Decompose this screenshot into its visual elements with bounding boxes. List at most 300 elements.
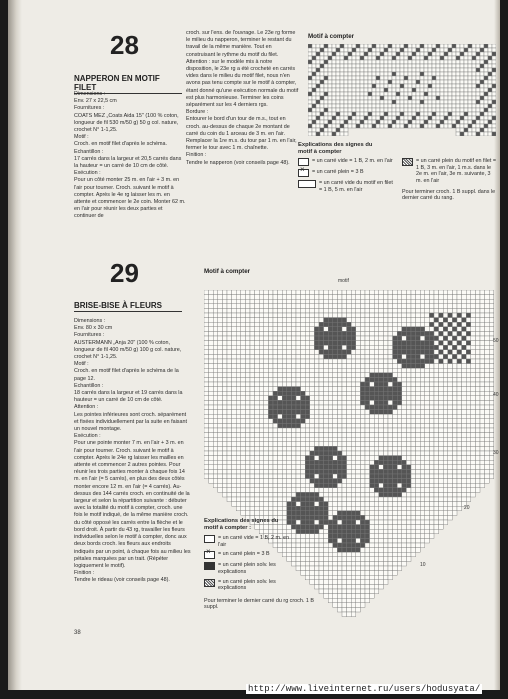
chart-cell xyxy=(416,479,421,484)
magazine-page xyxy=(8,0,500,690)
chart-cell xyxy=(452,313,457,318)
chart-cell xyxy=(342,318,347,323)
chart-cell xyxy=(342,603,347,608)
chart-cell xyxy=(259,433,264,438)
chart-cell xyxy=(250,414,255,419)
chart-cell xyxy=(204,405,209,410)
chart-cell xyxy=(278,373,283,378)
chart-cell xyxy=(372,44,376,48)
chart-cell xyxy=(333,515,338,520)
chart-cell xyxy=(356,479,361,484)
chart-cell xyxy=(460,64,464,68)
chart-cell xyxy=(324,548,329,553)
chart-cell xyxy=(344,76,348,80)
chart-cell xyxy=(475,469,480,474)
chart-cell xyxy=(388,116,392,120)
chart-cell xyxy=(204,396,209,401)
chart-cell xyxy=(484,72,488,76)
chart-cell xyxy=(319,304,324,309)
chart-cell xyxy=(324,88,328,92)
chart-cell xyxy=(236,299,241,304)
chart-cell xyxy=(324,108,328,112)
chart-cell xyxy=(404,56,408,60)
chart-cell xyxy=(380,80,384,84)
chart-cell xyxy=(356,520,361,525)
chart-cell xyxy=(448,313,453,318)
chart-cell xyxy=(296,442,301,447)
chart-cell xyxy=(402,515,407,520)
chart-cell xyxy=(476,64,480,68)
chart-cell xyxy=(213,336,218,341)
chart-cell xyxy=(452,336,457,341)
chart-cell xyxy=(434,492,439,497)
chart-cell xyxy=(374,465,379,470)
chart-cell xyxy=(222,299,227,304)
chart-cell xyxy=(468,64,472,68)
chart-cell xyxy=(273,423,278,428)
chart-cell xyxy=(305,557,310,562)
chart-cell xyxy=(342,548,347,553)
chart-cell xyxy=(305,327,310,332)
chart-cell xyxy=(291,345,296,350)
chart-cell xyxy=(393,327,398,332)
chart-cell xyxy=(379,405,384,410)
chart-cell xyxy=(384,104,388,108)
chart-cell xyxy=(356,112,360,116)
chart-cell xyxy=(310,290,315,295)
chart-cell xyxy=(476,92,480,96)
chart-cell xyxy=(250,506,255,511)
chart-cell xyxy=(308,108,312,112)
chart-cell xyxy=(287,456,292,461)
chart-cell xyxy=(278,350,283,355)
chart-cell xyxy=(337,373,342,378)
chart-cell xyxy=(412,52,416,56)
chart-cell xyxy=(314,575,319,580)
chart-cell xyxy=(351,322,356,327)
chart-cell xyxy=(222,479,227,484)
chart-cell xyxy=(245,336,250,341)
chart-cell xyxy=(241,492,246,497)
chart-cell xyxy=(475,442,480,447)
chart-cell xyxy=(227,419,232,424)
chart-cell xyxy=(448,48,452,52)
chart-cell xyxy=(301,548,306,553)
chart-cell xyxy=(291,529,296,534)
chart-cell xyxy=(397,391,402,396)
chart-cell xyxy=(379,354,384,359)
chart-cell xyxy=(388,364,393,369)
chart-cell xyxy=(336,92,340,96)
chart-cell xyxy=(383,364,388,369)
chart-cell xyxy=(273,373,278,378)
chart-cell xyxy=(232,341,237,346)
chart-cell xyxy=(268,414,273,419)
chart-cell xyxy=(439,474,444,479)
chart-cell xyxy=(320,68,324,72)
chart-cell xyxy=(434,382,439,387)
chart-cell xyxy=(291,561,296,566)
chart-cell xyxy=(337,405,342,410)
chart-cell xyxy=(204,350,209,355)
chart-cell xyxy=(255,410,260,415)
chart-cell xyxy=(488,76,492,80)
chart-cell xyxy=(282,354,287,359)
chart-cell xyxy=(332,84,336,88)
chart-cell xyxy=(241,350,246,355)
chart-cell xyxy=(444,100,448,104)
chart-cell xyxy=(236,327,241,332)
chart-cell xyxy=(436,88,440,92)
chart-cell xyxy=(347,584,352,589)
chart-cell xyxy=(319,552,324,557)
chart-cell xyxy=(314,364,319,369)
chart-cell xyxy=(344,60,348,64)
chart-cell xyxy=(411,368,416,373)
chart-cell xyxy=(351,529,356,534)
chart-cell xyxy=(475,396,480,401)
chart-cell xyxy=(434,354,439,359)
chart-cell xyxy=(416,423,421,428)
chart-cell xyxy=(396,48,400,52)
chart-cell xyxy=(475,295,480,300)
chart-cell xyxy=(416,396,421,401)
chart-cell xyxy=(462,290,467,295)
chart-cell xyxy=(236,400,241,405)
chart-cell xyxy=(342,598,347,603)
chart-cell xyxy=(439,322,444,327)
chart-cell xyxy=(464,96,468,100)
chart-cell xyxy=(489,377,494,382)
chart-cell xyxy=(241,373,246,378)
chart-cell xyxy=(245,345,250,350)
chart-cell xyxy=(475,368,480,373)
chart-cell xyxy=(273,442,278,447)
chart-cell xyxy=(218,456,223,461)
chart-cell xyxy=(236,437,241,442)
chart-cell xyxy=(406,308,411,313)
chart-cell xyxy=(383,479,388,484)
chart-cell xyxy=(400,108,404,112)
chart-cell xyxy=(402,295,407,300)
chart-cell xyxy=(287,405,292,410)
chart-cell xyxy=(312,80,316,84)
chart-cell xyxy=(241,488,246,493)
chart-cell xyxy=(310,405,315,410)
chart-cell xyxy=(365,308,370,313)
chart-cell xyxy=(424,120,428,124)
chart-cell xyxy=(308,128,312,132)
chart-cell xyxy=(374,299,379,304)
pattern-29-ending: Pour terminer le dernier carré du rg croch. 1 B suppl. xyxy=(204,597,314,611)
chart-cell xyxy=(368,112,372,116)
chart-cell xyxy=(476,48,480,52)
chart-cell xyxy=(376,92,380,96)
chart-cell xyxy=(241,318,246,323)
chart-cell xyxy=(420,92,424,96)
chart-cell xyxy=(324,304,329,309)
chart-cell xyxy=(227,354,232,359)
chart-cell xyxy=(291,451,296,456)
chart-cell xyxy=(425,318,430,323)
chart-cell xyxy=(468,104,472,108)
chart-cell xyxy=(383,428,388,433)
chart-cell xyxy=(333,373,338,378)
chart-cell xyxy=(406,364,411,369)
chart-cell xyxy=(452,64,456,68)
chart-cell xyxy=(383,534,388,539)
chart-cell xyxy=(310,410,315,415)
chart-cell xyxy=(476,116,480,120)
chart-cell xyxy=(333,308,338,313)
chart-cell xyxy=(425,428,430,433)
chart-cell xyxy=(356,377,361,382)
chart-cell xyxy=(397,396,402,401)
chart-cell xyxy=(489,350,494,355)
chart-cell xyxy=(374,419,379,424)
chart-cell xyxy=(406,497,411,502)
chart-cell xyxy=(264,373,269,378)
chart-cell xyxy=(402,304,407,309)
chart-cell xyxy=(396,64,400,68)
chart-cell xyxy=(411,483,416,488)
chart-cell xyxy=(209,359,214,364)
chart-cell xyxy=(434,387,439,392)
chart-cell xyxy=(429,295,434,300)
chart-cell xyxy=(301,313,306,318)
chart-cell xyxy=(336,56,340,60)
chart-cell xyxy=(485,304,490,309)
chart-cell xyxy=(396,72,400,76)
chart-cell xyxy=(218,308,223,313)
chart-cell xyxy=(360,405,365,410)
chart-cell xyxy=(340,124,344,128)
chart-cell xyxy=(336,128,340,132)
chart-cell xyxy=(425,460,430,465)
chart-cell xyxy=(333,603,338,608)
chart-cell xyxy=(466,465,471,470)
chart-cell xyxy=(374,534,379,539)
chart-cell xyxy=(264,308,269,313)
chart-cell xyxy=(287,483,292,488)
chart-cell xyxy=(301,377,306,382)
chart-cell xyxy=(480,100,484,104)
chart-cell xyxy=(268,400,273,405)
chart-cell xyxy=(324,354,329,359)
chart-cell xyxy=(296,483,301,488)
chart-cell xyxy=(324,92,328,96)
chart-cell xyxy=(396,108,400,112)
chart-cell xyxy=(319,327,324,332)
chart-cell xyxy=(424,96,428,100)
chart-cell xyxy=(320,124,324,128)
chart-cell xyxy=(287,341,292,346)
chart-cell xyxy=(291,497,296,502)
chart-cell xyxy=(424,84,428,88)
chart-cell xyxy=(388,469,393,474)
chart-cell xyxy=(356,460,361,465)
chart-cell xyxy=(324,396,329,401)
chart-cell xyxy=(457,299,462,304)
chart-cell xyxy=(406,433,411,438)
chart-cell xyxy=(376,124,380,128)
chart-cell xyxy=(466,327,471,332)
chart-cell xyxy=(296,364,301,369)
chart-cell xyxy=(471,327,476,332)
chart-cell xyxy=(370,350,375,355)
chart-cell xyxy=(342,382,347,387)
chart-cell xyxy=(471,479,476,484)
chart-cell xyxy=(305,483,310,488)
chart-cell xyxy=(448,483,453,488)
chart-cell xyxy=(259,492,264,497)
chart-cell xyxy=(464,132,468,136)
chart-cell xyxy=(310,529,315,534)
chart-cell xyxy=(360,64,364,68)
chart-cell xyxy=(232,331,237,336)
chart-cell xyxy=(282,341,287,346)
chart-cell xyxy=(241,313,246,318)
chart-cell xyxy=(250,474,255,479)
chart-cell xyxy=(227,290,232,295)
chart-cell xyxy=(406,488,411,493)
chart-cell xyxy=(324,502,329,507)
chart-cell xyxy=(301,405,306,410)
chart-cell xyxy=(310,327,315,332)
chart-cell xyxy=(342,405,347,410)
chart-cell xyxy=(204,318,209,323)
chart-cell xyxy=(397,451,402,456)
chart-cell xyxy=(255,377,260,382)
chart-cell xyxy=(320,76,324,80)
chart-cell xyxy=(439,442,444,447)
chart-cell xyxy=(264,437,269,442)
chart-cell xyxy=(324,414,329,419)
chart-cell xyxy=(440,96,444,100)
chart-cell xyxy=(434,419,439,424)
chart-cell xyxy=(439,359,444,364)
chart-cell xyxy=(259,511,264,516)
chart-cell xyxy=(420,368,425,373)
chart-cell xyxy=(408,60,412,64)
chart-cell xyxy=(432,124,436,128)
chart-cell xyxy=(380,92,384,96)
chart-cell xyxy=(380,72,384,76)
chart-cell xyxy=(287,488,292,493)
chart-cell xyxy=(428,72,432,76)
chart-cell xyxy=(337,534,342,539)
chart-cell xyxy=(250,465,255,470)
chart-cell xyxy=(443,345,448,350)
chart-cell xyxy=(296,525,301,530)
chart-cell xyxy=(320,96,324,100)
chart-cell xyxy=(310,483,315,488)
chart-cell xyxy=(443,387,448,392)
chart-cell xyxy=(475,331,480,336)
chart-cell xyxy=(448,506,453,511)
chart-cell xyxy=(397,433,402,438)
chart-cell xyxy=(310,451,315,456)
chart-cell xyxy=(282,437,287,442)
chart-cell xyxy=(291,483,296,488)
chart-cell xyxy=(406,428,411,433)
chart-cell xyxy=(383,433,388,438)
chart-cell xyxy=(368,80,372,84)
chart-cell xyxy=(356,525,361,530)
chart-cell xyxy=(310,506,315,511)
chart-cell xyxy=(380,64,384,68)
chart-cell xyxy=(337,492,342,497)
chart-cell xyxy=(365,511,370,516)
chart-cell xyxy=(472,68,476,72)
chart-cell xyxy=(397,497,402,502)
chart-cell xyxy=(429,433,434,438)
chart-cell xyxy=(213,446,218,451)
chart-cell xyxy=(383,405,388,410)
chart-cell xyxy=(379,382,384,387)
chart-cell xyxy=(428,88,432,92)
chart-cell xyxy=(310,548,315,553)
chart-cell xyxy=(264,506,269,511)
chart-cell xyxy=(264,382,269,387)
chart-cell xyxy=(444,60,448,64)
chart-cell xyxy=(259,396,264,401)
chart-cell xyxy=(393,299,398,304)
chart-cell xyxy=(365,529,370,534)
chart-cell xyxy=(255,373,260,378)
chart-cell xyxy=(393,479,398,484)
chart-cell xyxy=(264,377,269,382)
chart-cell xyxy=(344,116,348,120)
chart-cell xyxy=(241,345,246,350)
chart-cell xyxy=(488,124,492,128)
chart-cell xyxy=(434,373,439,378)
chart-cell xyxy=(227,345,232,350)
chart-cell xyxy=(316,132,320,136)
chart-cell xyxy=(268,465,273,470)
chart-cell xyxy=(232,474,237,479)
chart-cell xyxy=(492,124,496,128)
chart-cell xyxy=(245,368,250,373)
chart-cell xyxy=(337,313,342,318)
chart-cell xyxy=(480,437,485,442)
chart-cell xyxy=(429,451,434,456)
chart-cell xyxy=(319,465,324,470)
chart-cell xyxy=(434,437,439,442)
chart-cell xyxy=(416,451,421,456)
chart-cell xyxy=(273,377,278,382)
chart-cell xyxy=(406,511,411,516)
chart-cell xyxy=(314,290,319,295)
chart-cell xyxy=(416,72,420,76)
chart-cell xyxy=(347,299,352,304)
chart-cell xyxy=(443,373,448,378)
chart-cell xyxy=(347,594,352,599)
chart-cell xyxy=(273,400,278,405)
chart-cell xyxy=(278,336,283,341)
chart-cell xyxy=(227,437,232,442)
chart-cell xyxy=(488,132,492,136)
chart-cell xyxy=(268,423,273,428)
chart-cell xyxy=(462,405,467,410)
chart-cell xyxy=(273,483,278,488)
chart-cell xyxy=(241,391,246,396)
chart-cell xyxy=(337,603,342,608)
chart-cell xyxy=(489,318,494,323)
chart-cell xyxy=(388,84,392,88)
chart-cell xyxy=(464,80,468,84)
chart-cell xyxy=(245,488,250,493)
